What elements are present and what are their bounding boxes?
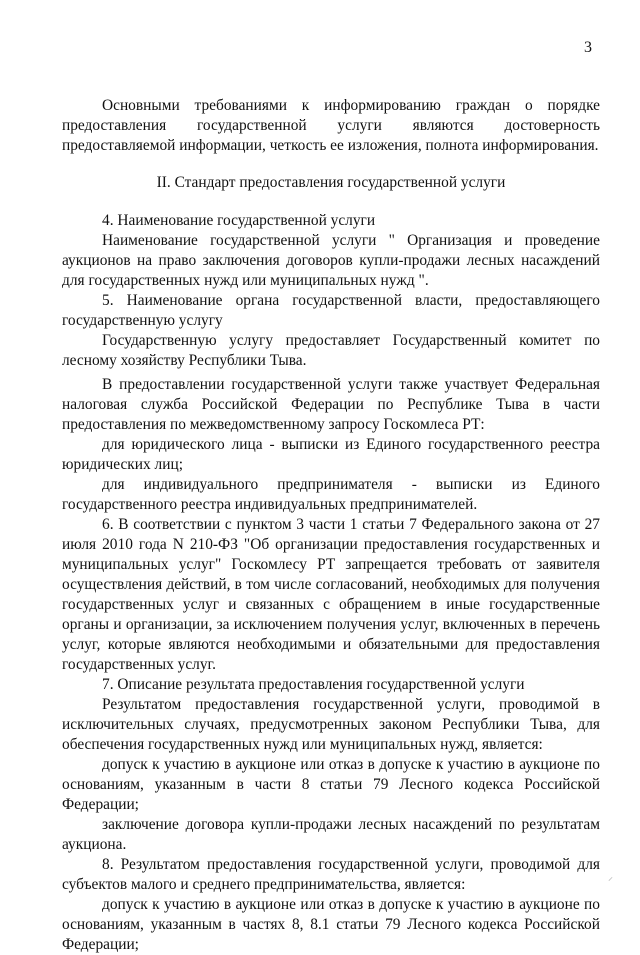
item-7-heading: 7. Описание результата предоставления государственной услуги: [102, 676, 525, 693]
paragraph-provider: Государственную услугу предоставляет Государственный комитет по лесному хозяйству Республики Тыва.: [62, 332, 600, 369]
paragraph-contract: заключение договора купли-продажи лесных насаждений по результатам аукциона.: [62, 816, 600, 853]
item-5-heading: 5. Наименование органа государственной власти, предоставляющего государственную услугу: [62, 292, 600, 329]
paragraph-informing-requirements: Основными требованиями к информированию граждан о порядке предоставления государственной услуги являются достоверность предоставляемой информации, четкость ее изложения, полнота информирования.: [62, 97, 600, 154]
paragraph-admission-2: допуск к участию в аукционе или отказ в допуске к участию в аукционе по основаниям, указанным в частях 8, 8.1 статьи 79 Лесного кодекса Российской Федерации;: [62, 896, 600, 953]
item-6-paragraph: 6. В соответствии с пунктом 3 части 1 статьи 7 Федерального закона от 27 июля 2010 года N 210-ФЗ "Об организации предоставления государственных и муниципальных услуг" Госкомлесу РТ запрещается требовать от заявителя осуществления действий, в том числе согласований, необходимых для получения государственных услуг и связанных с обращением в иные государственные органы и организации, за исключением получения услуг, включенных в перечень услуг, которые являются необходимыми и обязательными для предоставления государственных услуг.: [62, 516, 600, 673]
section-heading: II. Стандарт предоставления государственной услуги: [156, 174, 506, 191]
item-4-heading: 4. Наименование государственной услуги: [102, 212, 376, 229]
page-number: 3: [584, 39, 592, 56]
paragraph-result-exceptional: Результатом предоставления государственной услуги, проводимой в исключительных случаях, предусмотренных законом Республики Тыва, для обеспечения государственных нужд или муниципальных нужд, является:: [62, 696, 600, 753]
paragraph-tax-service: В предоставлении государственной услуги также участвует Федеральная налоговая служба Российской Федерации по Республике Тыва в части предоставления по межведомственному запросу Госкомлеса РТ:: [62, 376, 600, 433]
paragraph-legal-entity: для юридического лица - выписки из Единого государственного реестра юридических лиц;: [62, 436, 600, 473]
document-body: [62, 96, 600, 955]
paragraph-service-name: Наименование государственной услуги " Организация и проведение аукционов на право заключения договоров купли-продажи лесных насаждений для государственных нужд или муниципальных нужд ".: [62, 232, 600, 289]
item-8-paragraph: 8. Результатом предоставления государственной услуги, проводимой для субъектов малого и среднего предпринимательства, является:: [62, 856, 600, 893]
scan-mark-icon: ⸝: [608, 872, 613, 883]
paragraph-entrepreneur: для индивидуального предпринимателя - выписки из Единого государственного реестра индивидуальных предпринимателей.: [62, 476, 600, 513]
paragraph-admission-1: допуск к участию в аукционе или отказ в допуске к участию в аукционе по основаниям, указанным в части 8 статьи 79 Лесного кодекса Российской Федерации;: [62, 756, 600, 813]
